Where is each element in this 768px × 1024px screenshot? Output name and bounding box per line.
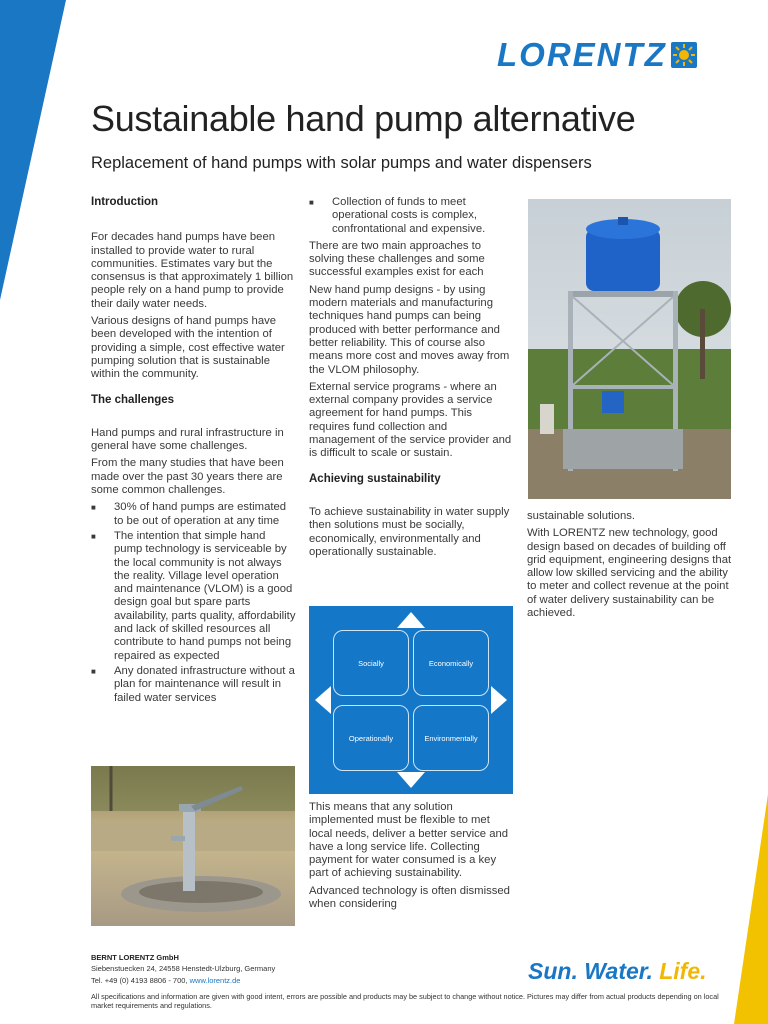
challenges-heading: The challenges [91,393,175,406]
challenges-list-continued [309,196,514,236]
column-2-bottom [309,801,514,915]
footer-address: Siebenstuecken 24, 24558 Henstedt-Ulzburg, Germany [91,964,276,973]
external-service-paragraph: External service programs - where an external company provides a service agreement for hand pumps. This requires fund collection and management of the service provider and is difficult to scale or sustain. [309,380,512,460]
column-2 [309,196,514,563]
economically-box: Economically [413,630,489,696]
lorentz-logo [497,38,733,72]
website-link[interactable]: www.lorentz.de [189,976,241,985]
hand-pump-photo [91,766,295,926]
bullet-icon: ■ [91,666,96,676]
advanced-technology-paragraph: Advanced technology is often dismissed when considering [309,884,510,911]
column-3 [527,510,732,624]
introduction-heading: Introduction [91,196,159,208]
page-title: Sustainable hand pump alternative [91,98,636,139]
footer-company: BERNT LORENTZ GmbH [91,953,179,962]
blue-corner-stripe [0,0,66,300]
intro-paragraph-2: Various designs of hand pumps have been developed with the intention of providing a simple, cost effective water pumping solution that is sustainable within the community. [91,315,285,381]
intro-paragraph-1: For decades hand pumps have been installed to provide water to rural communities. Estimates vary but the consensus is that approximately 1 billion people rely on a hand pump to provide their daily water needs. [91,231,294,310]
disclaimer: All specifications and information are given with good intent, errors are possible and products may be subject to change without notice. Pictures may differ from actual products depending on local market requirements and regulations. [91,992,719,1010]
bullet-icon: ■ [91,503,96,513]
list-item: ■ The intention that simple hand pump technology is serviceable by the local community is not always the reality. Village level operation and maintenance (VLOM) is a good design goal but spare parts availability, parts quality, affordability and lack of skilled resources all contribute to hand pumps not being repaired as expected [91,529,296,662]
challenges-paragraph-2: From the many studies that have been made over the past 30 years there are some common challenges. [91,457,284,497]
water-tank-photo [528,199,731,499]
list-item: ■ 30% of hand pumps are estimated to be out of operation at any time [91,501,287,527]
operationally-box: Operationally [333,705,409,771]
page-subtitle: Replacement of hand pumps with solar pumps and water dispensers [91,154,592,172]
bullet-icon: ■ [91,531,96,541]
challenges-list [91,501,296,704]
solution-paragraph: This means that any solution implemented must be flexible to met local needs, deliver a better service and have a long service life. Collecting payment for water consumed is a key part of achieving sustainability. [309,801,509,880]
sustainability-paragraph: To achieve sustainability in water supply then solutions must be socially, economically, environmentally and operationally sustainable. [309,505,510,558]
column-1 [91,196,296,709]
footer-tel: Tel. +49 (0) 4193 8806 - 700, [91,976,190,985]
tagline: Sun. Water. Life. [528,958,707,984]
yellow-corner-stripe [734,794,768,1024]
bullet-icon: ■ [309,198,314,207]
socially-box: Socially [333,630,409,696]
list-item: ■ Any donated infrastructure without a plan for maintenance will result in failed water services [91,664,295,704]
sustainability-diagram [309,606,513,794]
new-designs-paragraph: New hand pump designs - by using modern materials and manufacturing techniques hand pumps can being produced with better performance and better reliability. This of course also means more cost and moves away from the VLOM philosophy. [309,283,510,376]
logo-text: LORENTZ [497,36,667,73]
challenges-paragraph-1: Hand pumps and rural infrastructure in general have some challenges. [91,426,284,453]
approaches-paragraph: There are two main approaches to solving these challenges and some successful examples exist for each [309,239,485,279]
sun-logo-icon [671,42,697,68]
sustainable-solutions-text: sustainable solutions. [527,510,636,522]
footer-contact [91,976,240,985]
lorentz-technology-paragraph: With LORENTZ new technology, good design based on decades of building off grid equipment, engineering designs that allow low skilled servicing and the ability to meter and collect revenue at the point of water delivery sustainability can be achieved. [527,527,732,620]
environmentally-box: Environmentally [413,705,489,771]
list-item: ■ Collection of funds to meet operational costs is complex, confrontational and expensive. [309,196,486,235]
sustainability-heading: Achieving sustainability [309,472,441,485]
